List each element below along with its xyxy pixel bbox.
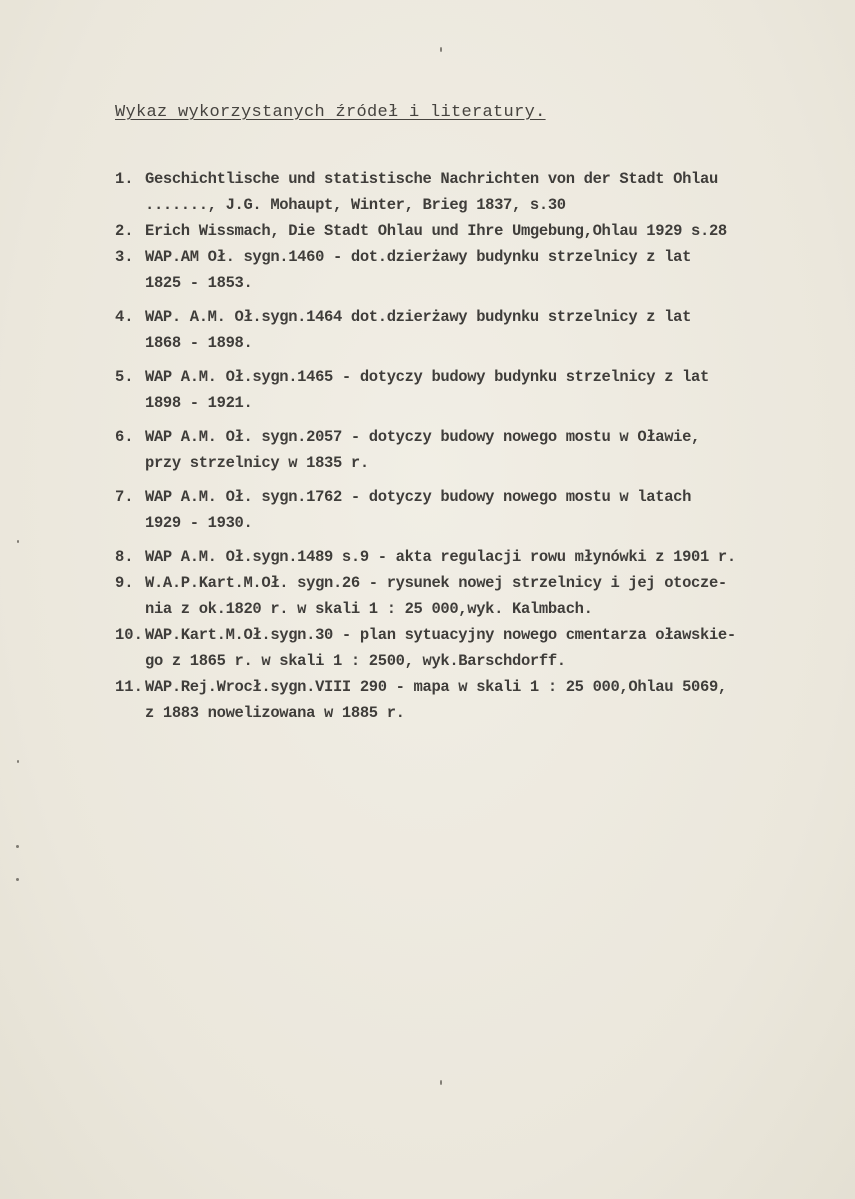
paper-speck — [16, 878, 19, 881]
paper-speck — [440, 1080, 442, 1085]
entry-number: 6. — [115, 428, 134, 446]
entry-line: W.A.P.Kart.M.Oł. sygn.26 - rysunek nowej strzelnicy i jej otocze- — [145, 574, 727, 592]
entry-number: 2. — [115, 222, 134, 240]
entry-line: WAP. A.M. Oł.sygn.1464 dot.dzierżawy budynku strzelnicy z lat — [145, 308, 692, 326]
entry-line: Erich Wissmach, Die Stadt Ohlau und Ihre Umgebung,Ohlau 1929 s.28 — [145, 222, 727, 240]
bibliography-list — [115, 166, 845, 726]
entry-number: 4. — [115, 308, 134, 326]
entry-line: ......., J.G. Mohaupt, Winter, Brieg 1837, s.30 — [145, 196, 566, 214]
entry-line: nia z ok.1820 r. w skali 1 : 25 000,wyk. Kalmbach. — [145, 600, 593, 618]
entry-line: Geschichtlische und statistische Nachrichten von der Stadt Ohlau — [145, 170, 718, 188]
entry-line: WAP.Kart.M.Oł.sygn.30 - plan sytuacyjny nowego cmentarza oławskie- — [145, 626, 736, 644]
entry-line: WAP.Rej.Wrocł.sygn.VIII 290 - mapa w skali 1 : 25 000,Ohlau 5069, — [145, 678, 727, 696]
list-item — [115, 622, 845, 674]
document-heading: Wykaz wykorzystanych źródeł i literatury. — [115, 103, 546, 122]
entry-line: WAP A.M. Oł.sygn.1489 s.9 - akta regulacji rowu młynówki z 1901 r. — [145, 548, 736, 566]
list-item — [115, 484, 845, 536]
list-item — [115, 570, 845, 622]
entry-number: 5. — [115, 368, 134, 386]
paper-speck — [16, 845, 19, 848]
entry-line: go z 1865 r. w skali 1 : 2500, wyk.Barschdorff. — [145, 652, 566, 670]
list-item — [115, 304, 845, 356]
entry-line: 1868 - 1898. — [145, 334, 253, 352]
list-item — [115, 424, 845, 476]
entry-number: 11. — [115, 678, 143, 696]
list-item — [115, 674, 845, 726]
paper-speck — [17, 540, 19, 543]
entry-line: 1898 - 1921. — [145, 394, 253, 412]
entry-number: 9. — [115, 574, 134, 592]
paper-speck — [17, 760, 19, 763]
entry-number: 10. — [115, 626, 143, 644]
entry-number: 3. — [115, 248, 134, 266]
entry-number: 7. — [115, 488, 134, 506]
entry-line: WAP.AM Oł. sygn.1460 - dot.dzierżawy budynku strzelnicy z lat — [145, 248, 692, 266]
list-item — [115, 364, 845, 416]
list-item — [115, 166, 845, 218]
entry-line: 1825 - 1853. — [145, 274, 253, 292]
entry-number: 8. — [115, 548, 134, 566]
paper-speck — [440, 47, 442, 52]
entry-line: z 1883 nowelizowana w 1885 r. — [145, 704, 405, 722]
entry-line: WAP A.M. Oł. sygn.2057 - dotyczy budowy nowego mostu w Oławie, — [145, 428, 700, 446]
entry-line: 1929 - 1930. — [145, 514, 253, 532]
entry-line: WAP A.M. Oł. sygn.1762 - dotyczy budowy nowego mostu w latach — [145, 488, 692, 506]
entry-line: przy strzelnicy w 1835 r. — [145, 454, 369, 472]
entry-line: WAP A.M. Oł.sygn.1465 - dotyczy budowy budynku strzelnicy z lat — [145, 368, 709, 386]
entry-number: 1. — [115, 170, 134, 188]
list-item — [115, 544, 845, 570]
list-item — [115, 244, 845, 296]
list-item — [115, 218, 845, 244]
